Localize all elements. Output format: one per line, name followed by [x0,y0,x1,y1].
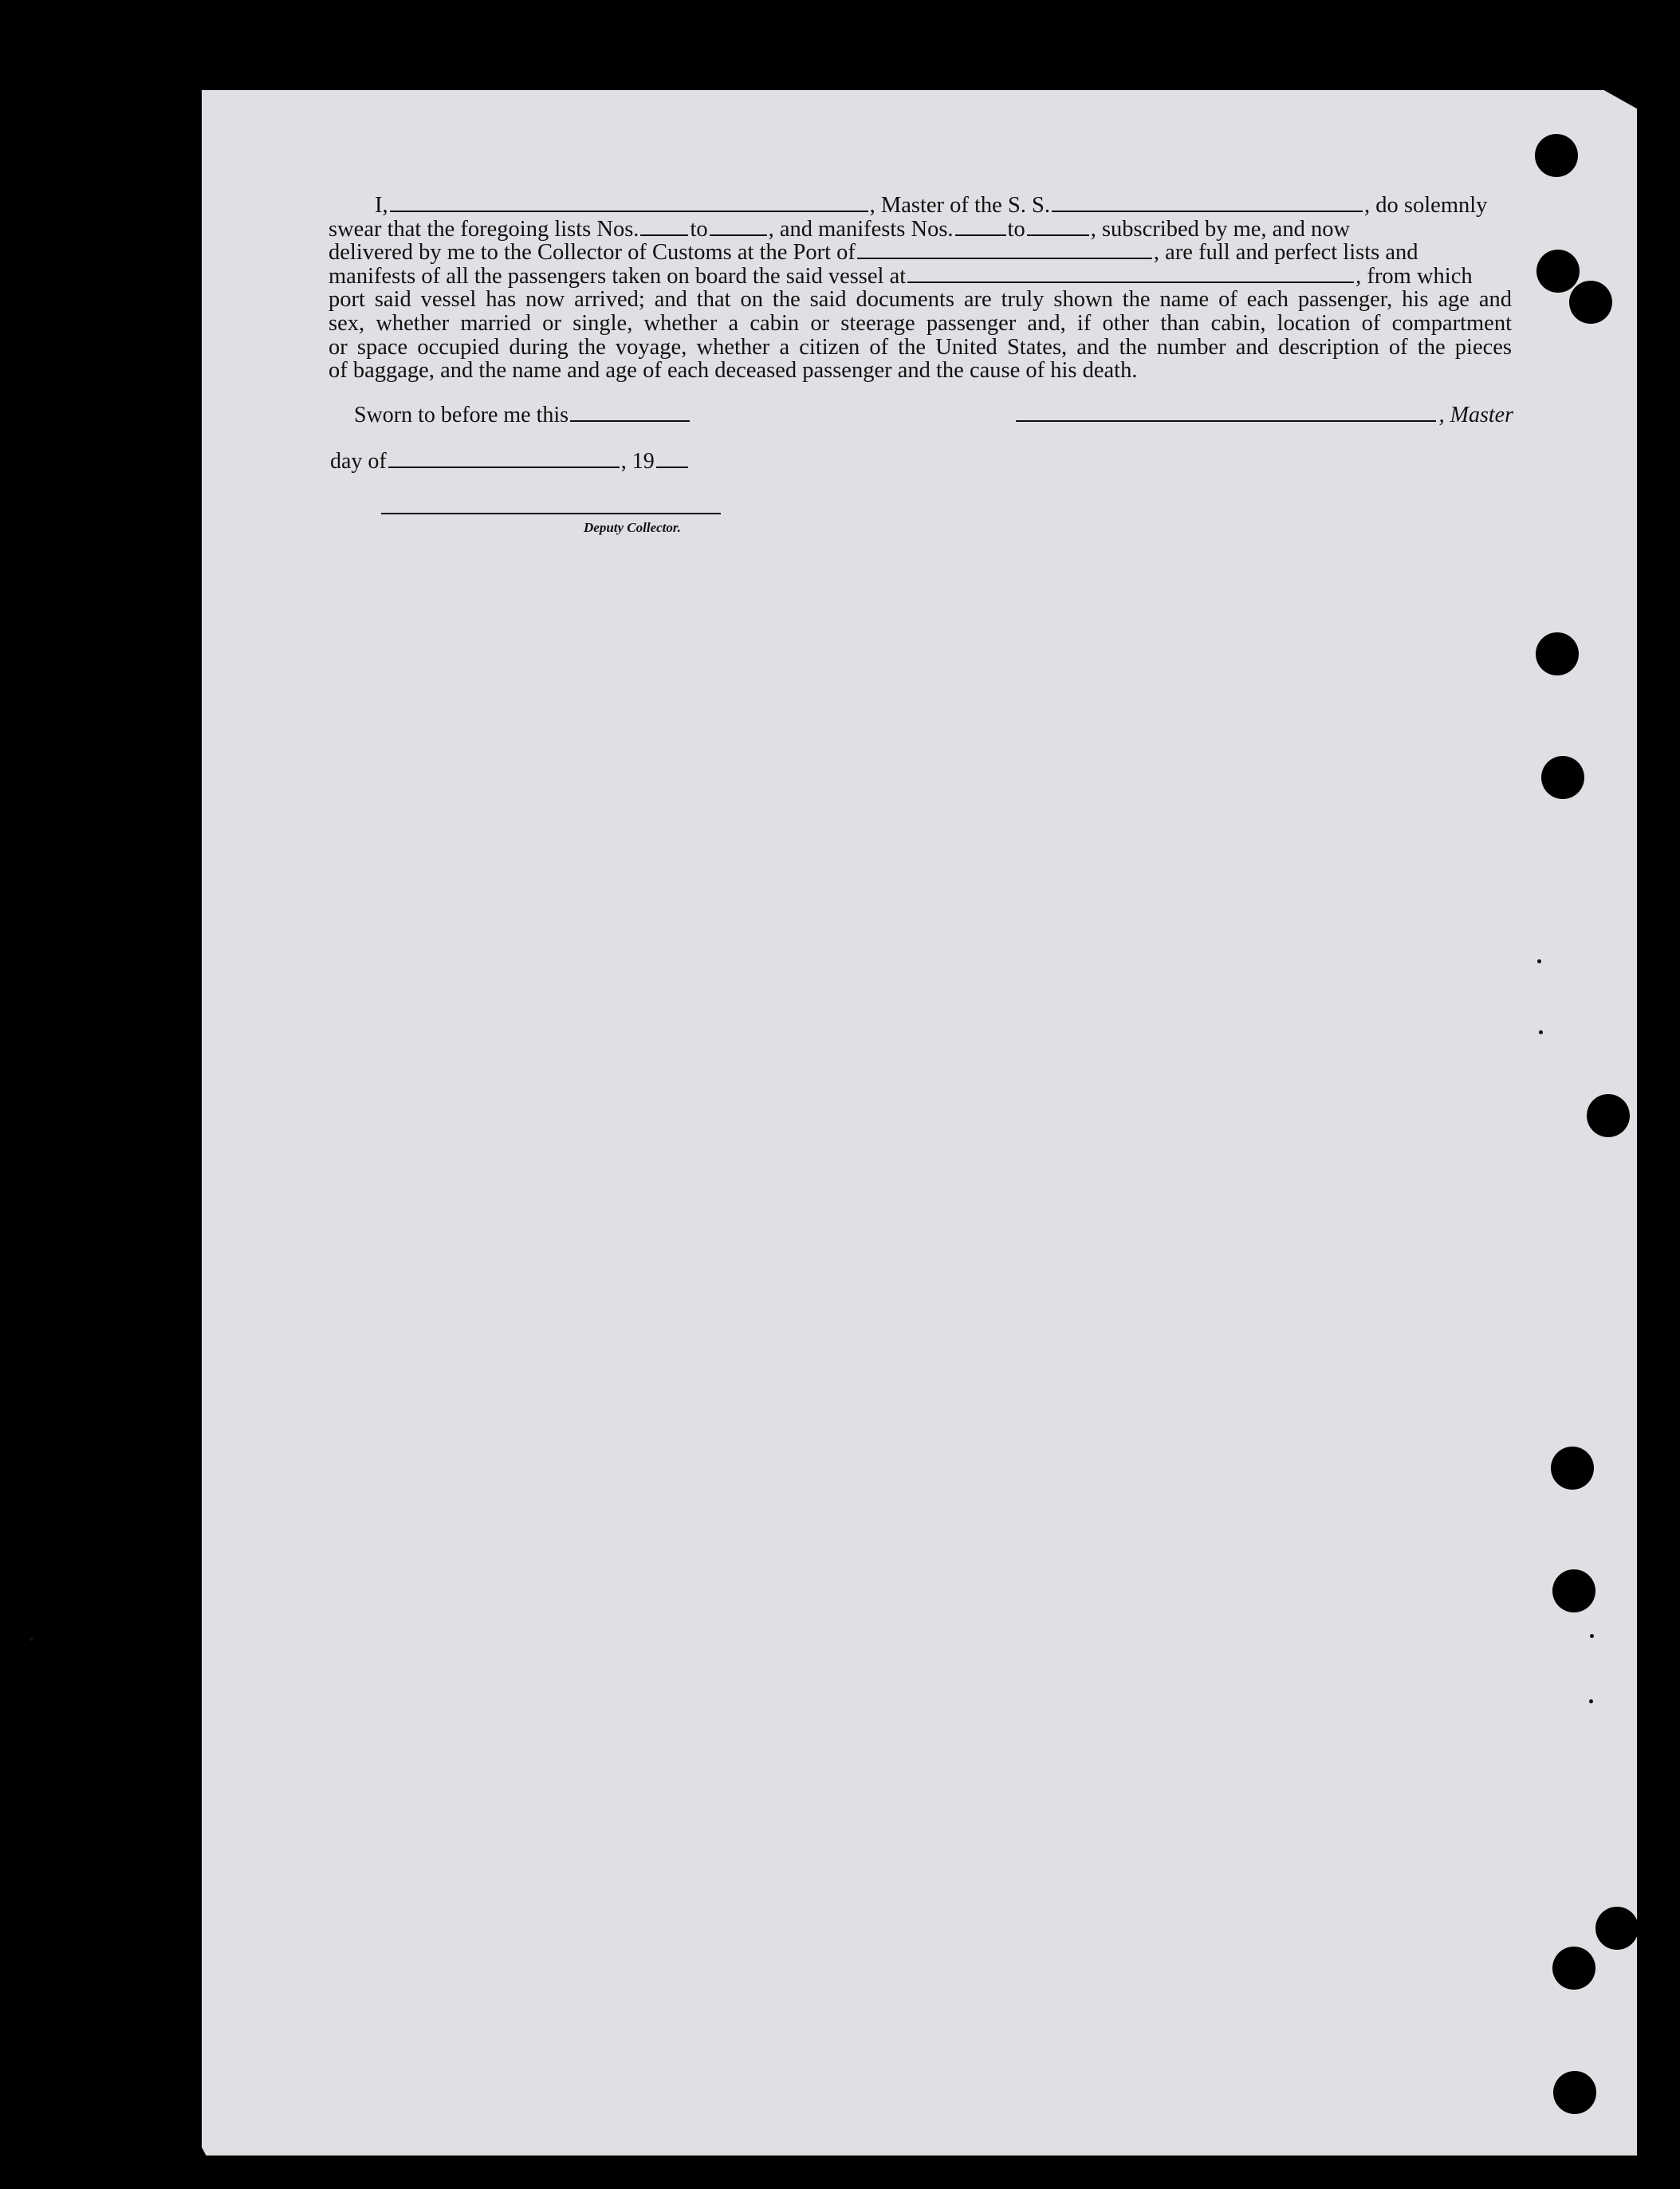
manifest-back-page [202,90,1637,2156]
speck [1539,1030,1543,1034]
year-blank [656,451,688,468]
port-blank [857,242,1152,259]
sworn-line [354,403,691,428]
manifests-from-blank [955,219,1006,236]
punch-hole [1569,281,1612,324]
oath-text: delivered by me to the Collector of Customs at the Port of [329,240,856,266]
punch-hole [1536,250,1580,293]
embarkation-port-blank [907,266,1354,283]
punch-hole [1541,756,1584,799]
oath-text: , do solemnly [1364,193,1488,218]
oath-line-5 [329,288,1512,312]
month-blank [388,451,620,468]
oath-text: I, [375,193,388,218]
punch-hole [1553,2071,1596,2114]
oath-text: , from which [1355,263,1473,289]
day-of-text: day of [330,449,387,474]
oath-text: , and manifests Nos. [768,216,954,242]
speck [30,1637,33,1641]
oath-text: swear that the foregoing lists Nos. [329,216,639,242]
punch-hole [1552,1569,1595,1612]
oath-text: , Master of the S. S. [869,193,1051,218]
oath-line-6 [329,312,1512,336]
punch-hole [1536,632,1579,675]
oath-line-3 [329,241,1512,265]
oath-line-2 [329,218,1512,242]
punch-hole [1552,1947,1595,1990]
lists-to-blank [710,219,767,236]
master-label: , Master [1438,403,1513,427]
speck [1590,1634,1594,1638]
day-of-line [330,449,690,474]
punch-hole [1535,134,1578,177]
oath-text: port said vessel has now arrived; and that on the said documents are truly shown the name of each passenger, his age and [329,287,1512,313]
oath-text: or space occupied during the voyage, whether a citizen of the United States, and the number and description of the pieces [329,334,1512,360]
master-name-blank [390,195,868,212]
manifests-to-blank [1027,219,1089,236]
speck [1589,1699,1593,1703]
ship-name-blank [1052,195,1363,212]
oath-text: to [690,216,708,242]
speck [1537,959,1541,963]
master-signature-blank [1016,404,1436,422]
punch-hole [1587,1094,1630,1137]
punch-hole [1595,1907,1639,1950]
oath-text: to [1007,216,1025,242]
oath-text: , are full and perfect lists and [1153,240,1418,266]
oath-text: sex, whether married or single, whether a cabin or steerage passenger and, if other than cabin, location of compartment [329,310,1512,336]
lists-from-blank [640,219,688,236]
oath-line-1 [329,194,1512,218]
year-prefix: , 19 [620,449,655,474]
sworn-date-blank [570,404,690,422]
oath-text: manifests of all the passengers taken on board the said vessel at [329,263,907,289]
master-oath-paragraph [329,194,1512,383]
oath-line-8 [329,359,1512,383]
deputy-collector-label: Deputy Collector. [584,520,681,535]
oath-line-7 [329,336,1512,360]
oath-text: , subscribed by me, and now [1090,216,1351,242]
deputy-collector-signature-blank [381,513,721,514]
punch-hole [1551,1447,1594,1490]
oath-line-4 [329,265,1512,289]
sworn-text: Sworn to before me this [354,403,569,427]
oath-text: of baggage, and the name and age of each deceased passenger and the cause of his death. [329,358,1138,384]
master-signature-line [1014,403,1513,428]
